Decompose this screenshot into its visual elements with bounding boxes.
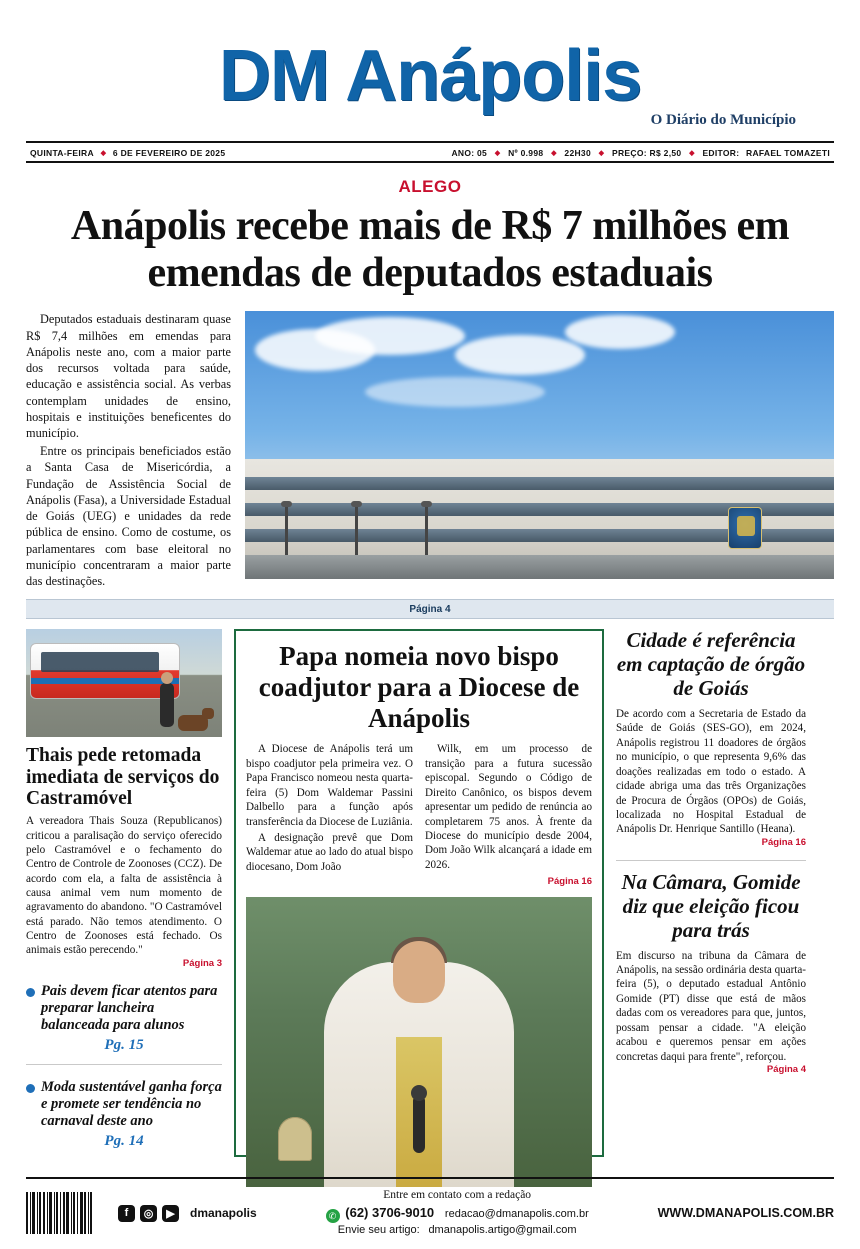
center-paragraph-1: A Diocese de Anápolis terá um bispo coadjutor pela primeira vez. O Papa Francisco nomeou nesta quarta-feira (5) Dom Waldemar Passini Dalbello para a função após transferência da Diocese de Luziânia. — [246, 743, 413, 828]
center-story-columns — [246, 742, 592, 888]
right-story-1-headline: Cidade é referência em captação de órgão de Goiás — [616, 628, 806, 701]
issue-info-right — [451, 147, 830, 158]
social-links[interactable] — [118, 1205, 257, 1222]
youtube-icon[interactable]: ▶ — [162, 1205, 179, 1222]
whatsapp-icon: ✆ — [326, 1209, 340, 1223]
issue-date: 6 DE FEVEREIRO DE 2025 — [112, 147, 226, 158]
divider — [616, 860, 806, 861]
lower-grid — [26, 629, 834, 1157]
masthead-subtitle: O Diário do Município — [650, 112, 796, 129]
center-story-box — [234, 629, 604, 1157]
contact-line: Entre em contato com a redação — [383, 1189, 532, 1202]
left-story-page-ref[interactable]: Página 3 — [182, 957, 222, 969]
facebook-icon[interactable]: f — [118, 1205, 135, 1222]
send-article-label: Envie seu artigo: — [337, 1224, 420, 1237]
list-item[interactable] — [26, 1079, 222, 1130]
diamond-icon: ◆ — [551, 149, 557, 157]
social-handle: dmanapolis — [190, 1206, 257, 1221]
issue-price: PREÇO: R$ 2,50 — [612, 147, 682, 158]
issue-year: ANO: 05 — [451, 147, 488, 158]
lead-headline: Anápolis recebe mais de R$ 7 milhões em emendas de deputados estaduais — [70, 203, 790, 297]
lead-paragraph-1: Deputados estaduais destinaram quase R$ 7,4 milhões em emendas para Anápolis neste ano, com a maior parte dos recursos voltada para saúde, educação e assistência social. As verbas contemplam unidades de ensino, hospitais e instituições beneficentes do município. — [26, 312, 231, 440]
bullet-dot-icon — [26, 1084, 35, 1093]
bullet-page-ref[interactable]: Pg. 15 — [104, 1037, 144, 1054]
center-column — [234, 629, 604, 1157]
footer-contact — [271, 1187, 644, 1239]
contact-email-artigo[interactable]: dmanapolis.artigo@gmail.com — [428, 1224, 577, 1237]
contact-phone[interactable]: (62) 3706-9010 — [345, 1205, 435, 1221]
right-story-1-page-ref[interactable]: Página 16 — [761, 836, 806, 848]
instagram-icon[interactable]: ◎ — [140, 1205, 157, 1222]
right-column — [616, 629, 806, 1157]
bullet-text: Pais devem ficar atentos para preparar lancheira balanceada para alunos — [41, 982, 218, 1033]
page-footer — [26, 1177, 834, 1239]
center-story-headline: Papa nomeia novo bispo coadjutor para a Diocese de Anápolis — [258, 641, 580, 733]
bullet-dot-icon — [26, 988, 35, 997]
left-story-body: A vereadora Thais Souza (Republicanos) criticou a paralisação do serviço oferecido pelo Castramóvel e o fechamento do Centro de Controle de Zoonoses (CCZ). De acordo com ela, a falta de assistência à causa animal vem num momento de agravamento do abandono. "O Castramóvel está parado. Não temos atendimento. O Centro de Zoonoses está fechado. Os animais estão perecendo." — [26, 815, 222, 957]
lead-photo — [245, 311, 834, 579]
lead-paragraph-2: Entre os principais beneficiados estão a Santa Casa de Misericórdia, a Fundação de Assistência Social de Anápolis (Fasa), a Universidade Estadual de Goiás (UEG) e unidades da rede pública de ensino. Como de costume, os parlamentares com base eleitoral no município concentraram a maior parte das destinações. — [26, 444, 231, 588]
barcode — [26, 1192, 104, 1234]
diamond-icon: ◆ — [100, 149, 107, 157]
masthead — [26, 18, 834, 129]
cloud-shape — [565, 315, 675, 349]
dog-shape — [178, 715, 208, 731]
bus-shape — [30, 643, 180, 699]
lead-body-wrap — [26, 311, 834, 589]
castramovel-photo — [26, 629, 222, 737]
divider — [26, 1064, 222, 1065]
issue-weekday: QUINTA-FEIRA — [30, 147, 94, 158]
microphone-icon — [413, 1095, 425, 1153]
center-story-page-ref[interactable]: Página 16 — [547, 876, 592, 888]
cloud-shape — [365, 377, 545, 407]
center-paragraph-2: A designação prevê que Dom Waldemar atue ao lado do atual bispo diocesano, Dom João — [246, 832, 413, 873]
diamond-icon: ◆ — [689, 149, 695, 157]
left-column — [26, 629, 222, 1157]
diamond-icon: ◆ — [494, 149, 501, 157]
masthead-title: DM Anápolis — [218, 36, 642, 116]
issue-info-bar — [26, 141, 834, 163]
cloud-shape — [455, 335, 585, 375]
center-paragraph-3: Wilk, em um processo de transição para a futura sucessão episcopal. Segundo o Código de Direito Canônico, os bispos devem apresentar um pedido de renúncia ao completarem 75 anos. À frente da Diocese do município desde 2004, Dom João Wilk alcançará a idade em 2026. — [425, 743, 592, 871]
right-story-2-body: Em discurso na tribuna da Câmara de Anápolis, na sessão ordinária desta quarta-feira (5), o deputado estadual Antônio Gomide (PT) disse que está de mãos dadas com os vereadores para que, juntos, possam pensar a cidade. "A eleição acabou e queremos pensar em ações concretas daqui para frente", reforçou. — [616, 949, 806, 1063]
bishop-head-shape — [393, 941, 445, 1003]
mitre-shape — [278, 1117, 312, 1161]
assembly-building — [245, 459, 834, 579]
right-story-1-body: De acordo com a Secretaria de Estado da Saúde de Goiás (SES-GO), em 2024, Anápolis registrou 11 doadores de órgãos no município, o que representa 9,6% das doações realizadas em todo o estado. A cidade abriga uma das três Organizações de Procura de Órgãos (OPOs) de Goiás, localizada no Hospital Estadual de Anápolis Dr. Henrique Santillo (Heana). — [616, 707, 806, 836]
bishop-photo — [246, 897, 592, 1187]
center-story-col-2 — [425, 742, 592, 888]
website-url[interactable]: WWW.DMANAPOLIS.COM.BR — [657, 1206, 834, 1221]
bullet-text: Moda sustentável ganha força e promete ser tendência no carnaval deste ano — [41, 1079, 222, 1130]
issue-info-left — [30, 147, 225, 158]
cloud-shape — [315, 317, 465, 355]
issue-number: Nº 0.998 — [508, 147, 544, 158]
editor-label: EDITOR: — [702, 147, 740, 158]
lead-text — [26, 311, 231, 589]
right-story-2-headline: Na Câmara, Gomide diz que eleição ficou para trás — [621, 869, 801, 942]
bullet-page-ref[interactable]: Pg. 14 — [104, 1133, 144, 1150]
lead-kicker: ALEGO — [398, 177, 462, 197]
right-story-2-page-ref[interactable]: Página 4 — [766, 1063, 806, 1075]
diamond-icon: ◆ — [598, 149, 605, 157]
list-item[interactable] — [26, 983, 222, 1034]
lead-page-bar[interactable]: Página 4 — [26, 599, 834, 619]
contact-email-redacao[interactable]: redacao@dmanapolis.com.br — [444, 1208, 589, 1221]
left-story-headline: Thais pede retomada imediata de serviços do Castramóvel — [26, 745, 220, 810]
issue-time: 22H30 — [564, 147, 591, 158]
person-shape — [160, 683, 174, 727]
editor-name: RAFAEL TOMAZETI — [746, 147, 830, 158]
center-story-col-1 — [246, 742, 413, 888]
state-crest-icon — [728, 507, 762, 549]
